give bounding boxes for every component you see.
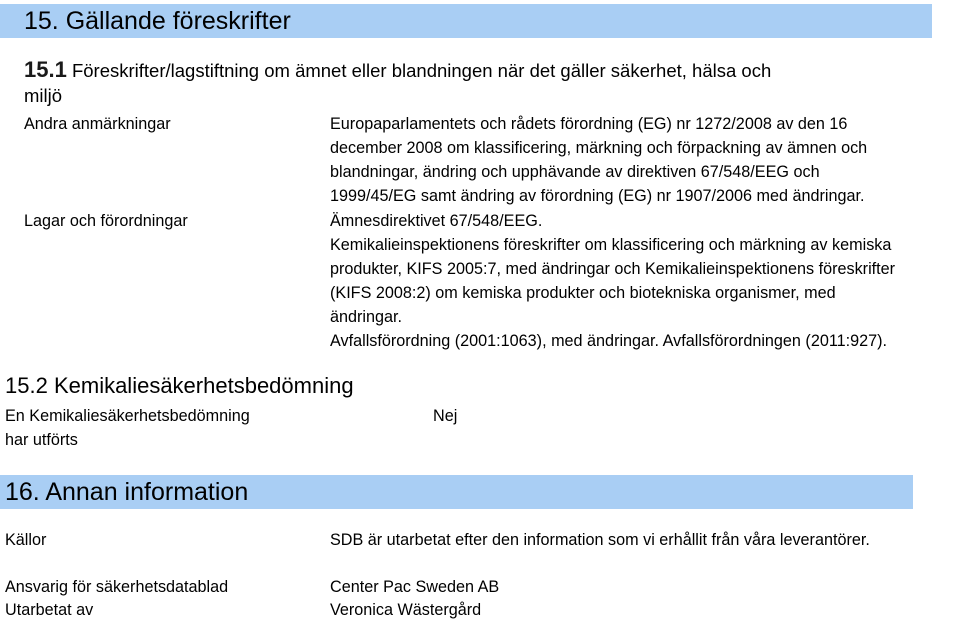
row-label-other-remarks: Andra anmärkningar	[24, 115, 171, 133]
text-line: (KIFS 2008:2) om kemiska produkter och biotekniska organismer, med	[330, 284, 836, 302]
text-line: Kemikalieinspektionens föreskrifter om klassificering och märkning av kemiska	[330, 236, 892, 254]
row-label-laws-regulations: Lagar och förordningar	[24, 212, 188, 230]
text-line: december 2008 om klassificering, märkning och förpackning av ämnen och	[330, 139, 868, 157]
text-line: En Kemikaliesäkerhetsbedömning	[5, 407, 250, 425]
row-value-laws-regulations	[330, 209, 895, 353]
row-label-chemical-safety-assessment	[5, 404, 250, 452]
row-label-prepared-by: Utarbetat av	[5, 601, 94, 619]
text-line: ändringar.	[330, 308, 402, 326]
subsection-15-2-number: 15.2	[5, 373, 48, 398]
row-label-responsible: Ansvarig för säkerhetsdatablad	[5, 578, 229, 596]
text-line: 1999/45/EG samt ändring av förordning (EG) nr 1907/2006 med ändringar.	[330, 187, 865, 205]
text-line: Ämnesdirektivet 67/548/EEG.	[330, 212, 543, 230]
subsection-15-2-title: Kemikaliesäkerhetsbedömning	[53, 373, 354, 398]
row-value-responsible: Center Pac Sweden AB	[330, 578, 500, 596]
subsection-15-1-title-line2: miljö	[24, 85, 63, 106]
subsection-15-1-number: 15.1	[24, 57, 67, 82]
text-line: har utförts	[5, 431, 78, 449]
subsection-15-1-heading	[24, 58, 771, 83]
text-line: produkter, KIFS 2005:7, med ändringar och Kemikalieinspektionens föreskrifter	[330, 260, 896, 278]
row-value-chemical-safety-assessment: Nej	[433, 407, 458, 425]
subsection-15-2-heading	[5, 372, 354, 400]
section-16-heading: 16. Annan information	[5, 478, 249, 506]
text-line: blandningar, ändring och upphävande av direktiven 67/548/EEG och	[330, 163, 820, 181]
text-line: Avfallsförordning (2001:1063), med ändringar. Avfallsförordningen (2011:927).	[330, 332, 888, 350]
row-label-sources: Källor	[5, 531, 47, 549]
section-15-heading: 15. Gällande föreskrifter	[24, 7, 291, 35]
text-line: Europaparlamentets och rådets förordning (EG) nr 1272/2008 av den 16	[330, 115, 848, 133]
subsection-15-1-title-line1: Föreskrifter/lagstiftning om ämnet eller blandningen när det gäller säkerhet, hälsa och	[71, 60, 772, 81]
row-value-other-remarks	[330, 112, 867, 208]
row-value-sources: SDB är utarbetat efter den information som vi erhållit från våra leverantörer.	[330, 531, 870, 549]
row-value-prepared-by: Veronica Wästergård	[330, 601, 482, 619]
